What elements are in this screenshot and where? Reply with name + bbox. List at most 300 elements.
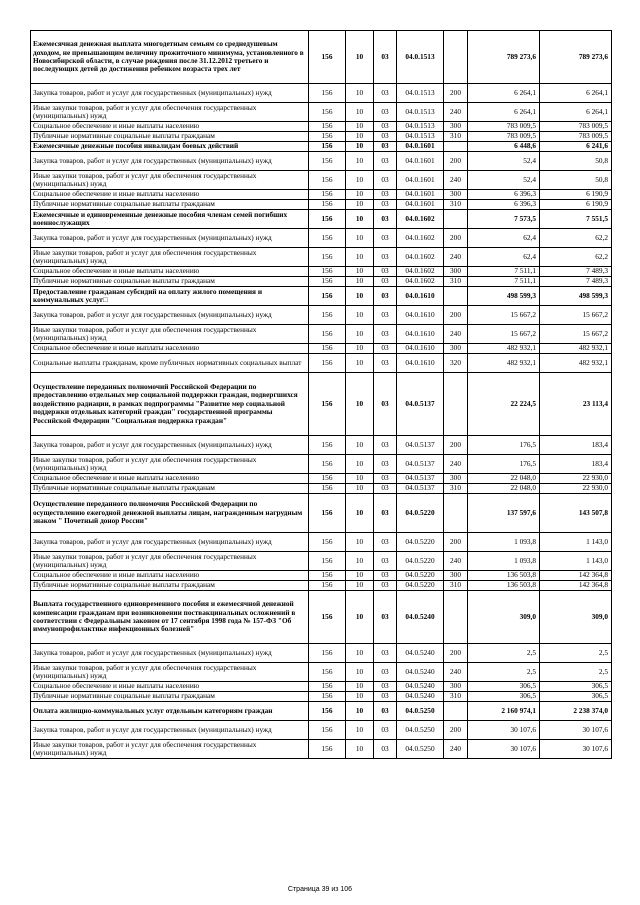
value-1: 137 597,6 bbox=[468, 494, 540, 533]
code-b: 10 bbox=[346, 306, 374, 325]
expense-type: 240 bbox=[444, 663, 468, 682]
code-c: 03 bbox=[374, 122, 397, 132]
value-1: 30 107,6 bbox=[468, 721, 540, 740]
value-1: 22 048,0 bbox=[468, 474, 540, 484]
value-2: 143 507,8 bbox=[540, 494, 612, 533]
code-b: 10 bbox=[346, 436, 374, 455]
target-code: 04.0.1601 bbox=[397, 190, 444, 200]
code-b: 10 bbox=[346, 267, 374, 277]
table-body bbox=[31, 31, 612, 759]
table-row bbox=[31, 581, 612, 591]
expense-type bbox=[444, 591, 468, 644]
value-2: 7 551,5 bbox=[540, 210, 612, 229]
value-2: 789 273,6 bbox=[540, 31, 612, 84]
target-code: 04.0.1602 bbox=[397, 277, 444, 287]
target-code: 04.0.1610 bbox=[397, 306, 444, 325]
expense-type bbox=[444, 287, 468, 306]
expense-type bbox=[444, 494, 468, 533]
table-row bbox=[31, 31, 612, 84]
expense-type: 240 bbox=[444, 552, 468, 571]
expense-type bbox=[444, 31, 468, 84]
value-2: 30 107,6 bbox=[540, 721, 612, 740]
row-name: Ежемесячные денежные пособия инвалидам боевых действий bbox=[31, 142, 309, 152]
value-1: 482 932,1 bbox=[468, 354, 540, 373]
value-2: 2 238 374,0 bbox=[540, 702, 612, 721]
expense-type: 300 bbox=[444, 571, 468, 581]
value-1: 309,0 bbox=[468, 591, 540, 644]
code-c: 03 bbox=[374, 581, 397, 591]
code-b: 10 bbox=[346, 494, 374, 533]
expense-type: 200 bbox=[444, 84, 468, 103]
row-name: Иные закупки товаров, работ и услуг для обеспечения государственных (муниципальных) нужд bbox=[31, 552, 309, 571]
target-code: 04.0.5240 bbox=[397, 591, 444, 644]
code-a: 156 bbox=[309, 740, 346, 759]
row-name: Закупка товаров, работ и услуг для государственных (муниципальных) нужд bbox=[31, 533, 309, 552]
code-a: 156 bbox=[309, 591, 346, 644]
target-code: 04.0.5240 bbox=[397, 682, 444, 692]
row-name: Ежемесячная денежная выплата многодетным семьям со среднедушевым доходом, не превышающим величину прожиточного минимума, установленного в Новосибирской области, в случае рождения после 31.12.2012 третьего и последующих детей до достижения ребенком возраста трех лет bbox=[31, 31, 309, 84]
table-row bbox=[31, 306, 612, 325]
code-b: 10 bbox=[346, 484, 374, 494]
code-b: 10 bbox=[346, 190, 374, 200]
row-name: Публичные нормативные социальные выплаты гражданам bbox=[31, 132, 309, 142]
code-c: 03 bbox=[374, 248, 397, 267]
row-name: Иные закупки товаров, работ и услуг для обеспечения государственных (муниципальных) нужд bbox=[31, 455, 309, 474]
target-code: 04.0.5137 bbox=[397, 373, 444, 436]
expense-type: 240 bbox=[444, 455, 468, 474]
code-b: 10 bbox=[346, 171, 374, 190]
code-b: 10 bbox=[346, 132, 374, 142]
code-b: 10 bbox=[346, 152, 374, 171]
code-c: 03 bbox=[374, 190, 397, 200]
code-a: 156 bbox=[309, 31, 346, 84]
code-a: 156 bbox=[309, 229, 346, 248]
value-1: 2 160 974,1 bbox=[468, 702, 540, 721]
code-b: 10 bbox=[346, 474, 374, 484]
table-row bbox=[31, 200, 612, 210]
code-c: 03 bbox=[374, 692, 397, 702]
value-2: 783 009,5 bbox=[540, 122, 612, 132]
expense-type: 240 bbox=[444, 740, 468, 759]
table-row bbox=[31, 171, 612, 190]
table-row bbox=[31, 571, 612, 581]
value-1: 6 264,1 bbox=[468, 84, 540, 103]
row-name: Закупка товаров, работ и услуг для государственных (муниципальных) нужд bbox=[31, 436, 309, 455]
table-row bbox=[31, 248, 612, 267]
row-name: Предоставление гражданам субсидий на оплату жилого помещения и коммунальных услуг□ bbox=[31, 287, 309, 306]
target-code: 04.0.5220 bbox=[397, 533, 444, 552]
value-1: 6 396,3 bbox=[468, 190, 540, 200]
value-2: 1 143,0 bbox=[540, 552, 612, 571]
target-code: 04.0.1513 bbox=[397, 31, 444, 84]
value-2: 15 667,2 bbox=[540, 325, 612, 344]
row-name: Социальное обеспечение и иные выплаты населению bbox=[31, 122, 309, 132]
value-1: 7 511,1 bbox=[468, 267, 540, 277]
target-code: 04.0.1513 bbox=[397, 122, 444, 132]
target-code: 04.0.5240 bbox=[397, 644, 444, 663]
code-c: 03 bbox=[374, 306, 397, 325]
table-row bbox=[31, 721, 612, 740]
code-a: 156 bbox=[309, 354, 346, 373]
row-name: Оплата жилищно-коммунальных услуг отдельным категориям граждан bbox=[31, 702, 309, 721]
code-c: 03 bbox=[374, 200, 397, 210]
value-2: 142 364,8 bbox=[540, 581, 612, 591]
code-a: 156 bbox=[309, 692, 346, 702]
code-c: 03 bbox=[374, 142, 397, 152]
code-a: 156 bbox=[309, 210, 346, 229]
value-1: 52,4 bbox=[468, 171, 540, 190]
value-2: 30 107,6 bbox=[540, 740, 612, 759]
expense-type: 200 bbox=[444, 533, 468, 552]
value-1: 498 599,3 bbox=[468, 287, 540, 306]
code-b: 10 bbox=[346, 248, 374, 267]
code-c: 03 bbox=[374, 267, 397, 277]
row-name: Выплата государственного единовременного пособия и ежемесячной денежной компенсации гражданам при возникновении поствакцинальных осложнений в соответствии с Федеральным законом от 17 сентября 1998 года № 157-ФЗ "Об иммунопрофилактике инфекционных болезней" bbox=[31, 591, 309, 644]
row-name: Социальное обеспечение и иные выплаты населению bbox=[31, 267, 309, 277]
code-c: 03 bbox=[374, 84, 397, 103]
code-c: 03 bbox=[374, 354, 397, 373]
row-name: Осуществление переданных полномочий Российской Федерации по предоставлению отдельных мер социальной поддержки граждан, подвергшихся воздействию радиации, в рамках подпрограммы "Развитие мер социальной поддержки отдельных категорий граждан" государственной программы Российской Федерации "Социальная поддержка граждан" bbox=[31, 373, 309, 436]
table-row bbox=[31, 494, 612, 533]
code-a: 156 bbox=[309, 200, 346, 210]
target-code: 04.0.1610 bbox=[397, 287, 444, 306]
code-c: 03 bbox=[374, 277, 397, 287]
expense-type: 240 bbox=[444, 325, 468, 344]
row-name: Публичные нормативные социальные выплаты гражданам bbox=[31, 200, 309, 210]
value-1: 306,5 bbox=[468, 692, 540, 702]
code-a: 156 bbox=[309, 84, 346, 103]
code-c: 03 bbox=[374, 533, 397, 552]
row-name: Иные закупки товаров, работ и услуг для обеспечения государственных (муниципальных) нужд bbox=[31, 663, 309, 682]
table-row bbox=[31, 142, 612, 152]
code-a: 156 bbox=[309, 721, 346, 740]
table-row bbox=[31, 533, 612, 552]
code-c: 03 bbox=[374, 373, 397, 436]
expense-type: 240 bbox=[444, 248, 468, 267]
target-code: 04.0.1601 bbox=[397, 152, 444, 171]
value-2: 50,8 bbox=[540, 152, 612, 171]
value-2: 50,8 bbox=[540, 171, 612, 190]
code-c: 03 bbox=[374, 663, 397, 682]
code-a: 156 bbox=[309, 277, 346, 287]
value-2: 22 930,0 bbox=[540, 484, 612, 494]
target-code: 04.0.1602 bbox=[397, 229, 444, 248]
table-row bbox=[31, 474, 612, 484]
value-1: 62,4 bbox=[468, 229, 540, 248]
target-code: 04.0.1602 bbox=[397, 267, 444, 277]
value-2: 6 264,1 bbox=[540, 84, 612, 103]
code-a: 156 bbox=[309, 533, 346, 552]
value-1: 15 667,2 bbox=[468, 306, 540, 325]
code-b: 10 bbox=[346, 200, 374, 210]
table-row bbox=[31, 455, 612, 474]
row-name: Публичные нормативные социальные выплаты гражданам bbox=[31, 277, 309, 287]
target-code: 04.0.5240 bbox=[397, 692, 444, 702]
expense-type: 300 bbox=[444, 122, 468, 132]
row-name: Иные закупки товаров, работ и услуг для обеспечения государственных (муниципальных) нужд bbox=[31, 325, 309, 344]
expense-type: 300 bbox=[444, 682, 468, 692]
code-c: 03 bbox=[374, 229, 397, 248]
value-2: 6 190,9 bbox=[540, 200, 612, 210]
code-a: 156 bbox=[309, 132, 346, 142]
row-name: Публичные нормативные социальные выплаты гражданам bbox=[31, 692, 309, 702]
code-a: 156 bbox=[309, 571, 346, 581]
row-name: Социальное обеспечение и иные выплаты населению bbox=[31, 344, 309, 354]
code-c: 03 bbox=[374, 494, 397, 533]
value-1: 2,5 bbox=[468, 663, 540, 682]
code-a: 156 bbox=[309, 455, 346, 474]
expense-type bbox=[444, 142, 468, 152]
value-2: 62,2 bbox=[540, 248, 612, 267]
code-c: 03 bbox=[374, 571, 397, 581]
expense-type: 310 bbox=[444, 692, 468, 702]
table-row bbox=[31, 702, 612, 721]
value-2: 482 932,1 bbox=[540, 344, 612, 354]
value-2: 183,4 bbox=[540, 455, 612, 474]
value-1: 7 511,1 bbox=[468, 277, 540, 287]
table-row bbox=[31, 552, 612, 571]
value-2: 7 489,3 bbox=[540, 277, 612, 287]
expense-type: 310 bbox=[444, 484, 468, 494]
value-1: 1 093,8 bbox=[468, 533, 540, 552]
value-1: 783 009,5 bbox=[468, 132, 540, 142]
target-code: 04.0.1602 bbox=[397, 210, 444, 229]
value-1: 22 224,5 bbox=[468, 373, 540, 436]
expense-type: 310 bbox=[444, 132, 468, 142]
value-2: 7 489,3 bbox=[540, 267, 612, 277]
table-row bbox=[31, 740, 612, 759]
code-c: 03 bbox=[374, 436, 397, 455]
row-name: Публичные нормативные социальные выплаты гражданам bbox=[31, 484, 309, 494]
code-b: 10 bbox=[346, 325, 374, 344]
target-code: 04.0.5137 bbox=[397, 455, 444, 474]
value-1: 6 264,1 bbox=[468, 103, 540, 122]
row-name: Закупка товаров, работ и услуг для государственных (муниципальных) нужд bbox=[31, 306, 309, 325]
code-b: 10 bbox=[346, 533, 374, 552]
code-c: 03 bbox=[374, 552, 397, 571]
code-b: 10 bbox=[346, 692, 374, 702]
value-2: 6 264,1 bbox=[540, 103, 612, 122]
value-2: 142 364,8 bbox=[540, 571, 612, 581]
expense-type: 240 bbox=[444, 103, 468, 122]
value-2: 2,5 bbox=[540, 663, 612, 682]
table-row bbox=[31, 103, 612, 122]
row-name: Закупка товаров, работ и услуг для государственных (муниципальных) нужд bbox=[31, 229, 309, 248]
code-a: 156 bbox=[309, 190, 346, 200]
code-a: 156 bbox=[309, 494, 346, 533]
value-2: 183,4 bbox=[540, 436, 612, 455]
table-row bbox=[31, 229, 612, 248]
table-row bbox=[31, 373, 612, 436]
value-1: 62,4 bbox=[468, 248, 540, 267]
code-a: 156 bbox=[309, 122, 346, 132]
table-row bbox=[31, 344, 612, 354]
row-name: Социальное обеспечение и иные выплаты населению bbox=[31, 474, 309, 484]
table-row bbox=[31, 132, 612, 142]
value-1: 1 093,8 bbox=[468, 552, 540, 571]
code-c: 03 bbox=[374, 171, 397, 190]
code-c: 03 bbox=[374, 325, 397, 344]
value-1: 7 573,5 bbox=[468, 210, 540, 229]
code-c: 03 bbox=[374, 702, 397, 721]
code-b: 10 bbox=[346, 571, 374, 581]
code-a: 156 bbox=[309, 267, 346, 277]
value-1: 22 048,0 bbox=[468, 484, 540, 494]
value-1: 783 009,5 bbox=[468, 122, 540, 132]
row-name: Публичные нормативные социальные выплаты гражданам bbox=[31, 581, 309, 591]
value-1: 6 448,6 bbox=[468, 142, 540, 152]
row-name: Социальное обеспечение и иные выплаты населению bbox=[31, 682, 309, 692]
value-2: 783 009,5 bbox=[540, 132, 612, 142]
code-b: 10 bbox=[346, 84, 374, 103]
code-c: 03 bbox=[374, 682, 397, 692]
code-a: 156 bbox=[309, 373, 346, 436]
code-a: 156 bbox=[309, 484, 346, 494]
code-c: 03 bbox=[374, 644, 397, 663]
code-b: 10 bbox=[346, 581, 374, 591]
table-row bbox=[31, 267, 612, 277]
value-1: 136 503,8 bbox=[468, 571, 540, 581]
code-b: 10 bbox=[346, 103, 374, 122]
table-row bbox=[31, 692, 612, 702]
row-name: Социальное обеспечение и иные выплаты населению bbox=[31, 190, 309, 200]
row-name: Закупка товаров, работ и услуг для государственных (муниципальных) нужд bbox=[31, 721, 309, 740]
code-c: 03 bbox=[374, 210, 397, 229]
value-1: 15 667,2 bbox=[468, 325, 540, 344]
code-b: 10 bbox=[346, 31, 374, 84]
code-b: 10 bbox=[346, 644, 374, 663]
code-a: 156 bbox=[309, 171, 346, 190]
expense-type: 300 bbox=[444, 474, 468, 484]
target-code: 04.0.5220 bbox=[397, 494, 444, 533]
code-c: 03 bbox=[374, 31, 397, 84]
target-code: 04.0.5137 bbox=[397, 484, 444, 494]
value-2: 498 599,3 bbox=[540, 287, 612, 306]
code-a: 156 bbox=[309, 552, 346, 571]
value-2: 23 113,4 bbox=[540, 373, 612, 436]
expense-type: 310 bbox=[444, 277, 468, 287]
expense-type: 310 bbox=[444, 200, 468, 210]
table-row bbox=[31, 152, 612, 171]
table-row bbox=[31, 644, 612, 663]
code-a: 156 bbox=[309, 152, 346, 171]
code-b: 10 bbox=[346, 354, 374, 373]
target-code: 04.0.5250 bbox=[397, 702, 444, 721]
table-row bbox=[31, 84, 612, 103]
table-row bbox=[31, 682, 612, 692]
expense-type: 310 bbox=[444, 581, 468, 591]
expense-type: 200 bbox=[444, 644, 468, 663]
target-code: 04.0.5137 bbox=[397, 436, 444, 455]
table-row bbox=[31, 325, 612, 344]
target-code: 04.0.5250 bbox=[397, 740, 444, 759]
code-c: 03 bbox=[374, 721, 397, 740]
code-b: 10 bbox=[346, 455, 374, 474]
code-b: 10 bbox=[346, 277, 374, 287]
target-code: 04.0.1610 bbox=[397, 344, 444, 354]
value-2: 2,5 bbox=[540, 644, 612, 663]
code-a: 156 bbox=[309, 663, 346, 682]
code-b: 10 bbox=[346, 682, 374, 692]
row-name: Иные закупки товаров, работ и услуг для обеспечения государственных (муниципальных) нужд bbox=[31, 740, 309, 759]
target-code: 04.0.5240 bbox=[397, 663, 444, 682]
value-1: 30 107,6 bbox=[468, 740, 540, 759]
target-code: 04.0.1601 bbox=[397, 171, 444, 190]
value-2: 1 143,0 bbox=[540, 533, 612, 552]
code-a: 156 bbox=[309, 474, 346, 484]
table-row bbox=[31, 436, 612, 455]
code-a: 156 bbox=[309, 142, 346, 152]
code-a: 156 bbox=[309, 103, 346, 122]
table-row bbox=[31, 277, 612, 287]
code-c: 03 bbox=[374, 484, 397, 494]
code-a: 156 bbox=[309, 581, 346, 591]
table-row bbox=[31, 287, 612, 306]
target-code: 04.0.1513 bbox=[397, 103, 444, 122]
code-a: 156 bbox=[309, 248, 346, 267]
target-code: 04.0.1601 bbox=[397, 200, 444, 210]
value-2: 22 930,0 bbox=[540, 474, 612, 484]
table-row bbox=[31, 190, 612, 200]
table-row bbox=[31, 484, 612, 494]
target-code: 04.0.1602 bbox=[397, 248, 444, 267]
target-code: 04.0.1513 bbox=[397, 132, 444, 142]
code-a: 156 bbox=[309, 325, 346, 344]
code-c: 03 bbox=[374, 455, 397, 474]
value-2: 15 667,2 bbox=[540, 306, 612, 325]
code-b: 10 bbox=[346, 122, 374, 132]
code-c: 03 bbox=[374, 740, 397, 759]
value-2: 309,0 bbox=[540, 591, 612, 644]
code-b: 10 bbox=[346, 210, 374, 229]
target-code: 04.0.5137 bbox=[397, 474, 444, 484]
code-b: 10 bbox=[346, 142, 374, 152]
target-code: 04.0.5250 bbox=[397, 721, 444, 740]
table-row bbox=[31, 210, 612, 229]
code-a: 156 bbox=[309, 436, 346, 455]
code-b: 10 bbox=[346, 740, 374, 759]
row-name: Закупка товаров, работ и услуг для государственных (муниципальных) нужд bbox=[31, 152, 309, 171]
row-name: Иные закупки товаров, работ и услуг для обеспечения государственных (муниципальных) нужд bbox=[31, 248, 309, 267]
code-c: 03 bbox=[374, 344, 397, 354]
row-name: Ежемесячные и единовременные денежные пособия членам семей погибших военнослужащих bbox=[31, 210, 309, 229]
code-a: 156 bbox=[309, 644, 346, 663]
row-name: Иные закупки товаров, работ и услуг для обеспечения государственных (муниципальных) нужд bbox=[31, 171, 309, 190]
budget-table bbox=[30, 30, 612, 759]
code-c: 03 bbox=[374, 474, 397, 484]
code-a: 156 bbox=[309, 287, 346, 306]
value-1: 136 503,8 bbox=[468, 581, 540, 591]
code-b: 10 bbox=[346, 591, 374, 644]
code-b: 10 bbox=[346, 373, 374, 436]
value-1: 6 396,3 bbox=[468, 200, 540, 210]
target-code: 04.0.5220 bbox=[397, 552, 444, 571]
code-b: 10 bbox=[346, 287, 374, 306]
code-c: 03 bbox=[374, 591, 397, 644]
value-2: 306,5 bbox=[540, 682, 612, 692]
expense-type bbox=[444, 702, 468, 721]
code-c: 03 bbox=[374, 152, 397, 171]
value-1: 176,5 bbox=[468, 436, 540, 455]
table-row bbox=[31, 122, 612, 132]
code-c: 03 bbox=[374, 103, 397, 122]
value-1: 2,5 bbox=[468, 644, 540, 663]
value-2: 6 241,6 bbox=[540, 142, 612, 152]
target-code: 04.0.1610 bbox=[397, 325, 444, 344]
expense-type bbox=[444, 210, 468, 229]
row-name: Закупка товаров, работ и услуг для государственных (муниципальных) нужд bbox=[31, 644, 309, 663]
value-1: 52,4 bbox=[468, 152, 540, 171]
